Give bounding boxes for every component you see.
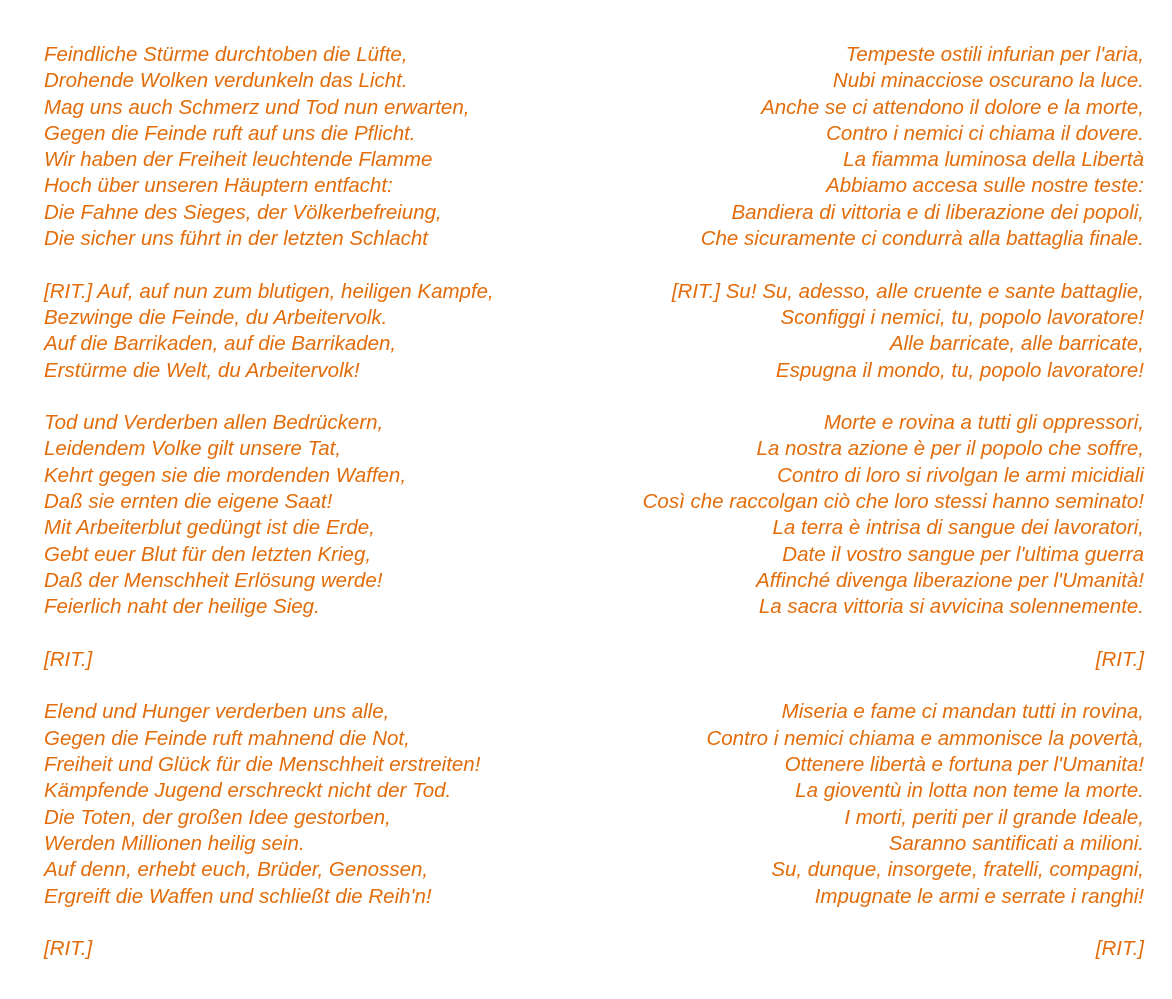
italian-stanza [643,936,1144,962]
german-lyric-line: Gegen die Feinde ruft mahnend die Not, [44,726,410,750]
german-stanza [44,279,494,384]
german-lyric-line: Auf denn, erhebt euch, Brüder, Genossen, [44,858,429,882]
italian-stanza [643,647,1144,673]
german-stanza [44,410,494,620]
german-lyric-line: [RIT.] Auf, auf nun zum blutigen, heiligen Kampfe, [44,279,494,303]
german-lyric-line: [RIT.] [44,647,93,671]
german-lyric-line: Gegen die Feinde ruft auf uns die Pflicht. [44,121,416,145]
italian-lyric-line: Che sicuramente ci condurrà alla battaglia finale. [700,227,1144,251]
italian-lyric-line: Saranno santificati a milioni. [888,831,1144,855]
german-lyric-line: Auf die Barrikaden, auf die Barrikaden, [44,332,397,356]
italian-lyric-line: [RIT.] Su! Su, adesso, alle cruente e sante battaglie, [671,279,1144,303]
german-lyric-line: Die sicher uns führt in der letzten Schlacht [44,227,428,251]
german-lyric-line: Daß der Menschheit Erlösung werde! [44,568,383,592]
german-stanza [44,42,494,252]
italian-lyric-line: Ottenere libertà e fortuna per l'Umanita! [784,753,1144,777]
italian-lyric-line: Date il vostro sangue per l'ultima guerra [782,542,1144,566]
italian-lyric-line: Abbiamo accesa sulle nostre teste: [826,174,1144,198]
italian-lyric-line: [RIT.] [1095,937,1144,961]
italian-lyric-line: Anche se ci attendono il dolore e la morte, [761,95,1144,119]
italian-lyric-line: Espugna il mondo, tu, popolo lavoratore! [775,358,1144,382]
german-lyrics-column [44,42,494,989]
german-lyric-line: Bezwinge die Feinde, du Arbeitervolk. [44,305,388,329]
italian-lyric-line: Contro i nemici chiama e ammonisce la povertà, [706,726,1144,750]
italian-stanza [643,279,1144,384]
german-lyric-line: Drohende Wolken verdunkeln das Licht. [44,69,408,93]
italian-lyric-line: Bandiera di vittoria e di liberazione dei popoli, [731,200,1144,224]
german-lyric-line: Daß sie ernten die eigene Saat! [44,490,333,514]
italian-stanza [643,410,1144,620]
german-lyric-line: Feierlich naht der heilige Sieg. [44,595,320,619]
german-lyric-line: Feindliche Stürme durchtoben die Lüfte, [44,43,408,66]
italian-lyric-line: Impugnate le armi e serrate i ranghi! [814,884,1144,908]
italian-stanza [643,42,1144,252]
italian-lyric-line: Contro di loro si rivolgan le armi micidiali [777,463,1144,487]
italian-lyric-line: La sacra vittoria si avvicina solennemente. [758,595,1144,619]
italian-lyric-line: Tempeste ostili infurian per l'aria, [845,43,1144,66]
german-lyric-line: Freiheit und Glück für die Menschheit erstreiten! [44,753,481,777]
german-lyric-line: Hoch über unseren Häuptern entfacht: [44,174,393,198]
german-lyric-line: Kehrt gegen sie die mordenden Waffen, [44,463,407,487]
italian-lyric-line: Contro i nemici ci chiama il dovere. [826,121,1144,145]
german-stanza [44,936,494,962]
german-lyric-line: Kämpfende Jugend erschreckt nicht der Tod. [44,779,452,803]
italian-lyric-line: La nostra azione è per il popolo che soffre, [756,437,1144,461]
italian-lyrics-column [643,42,1144,989]
german-lyric-line: Die Fahne des Sieges, der Völkerbefreiung, [44,200,442,224]
italian-lyric-line: I morti, periti per il grande Ideale, [844,805,1144,829]
german-lyric-line: Ergreift die Waffen und schließt die Reih'n! [44,884,432,908]
italian-lyric-line: La terra è intrisa di sangue dei lavoratori, [772,516,1144,540]
italian-lyric-line: [RIT.] [1095,647,1144,671]
german-lyric-line: Elend und Hunger verderben uns alle, [44,700,390,724]
italian-lyric-line: La fiamma luminosa della Libertà [843,148,1144,172]
german-lyric-line: Die Toten, der großen Idee gestorben, [44,805,391,829]
german-lyric-line: Mag uns auch Schmerz und Tod nun erwarten, [44,95,470,119]
italian-lyric-line: Miseria e fame ci mandan tutti in rovina, [781,700,1144,724]
italian-lyric-line: Morte e rovina a tutti gli oppressori, [823,411,1144,435]
german-lyric-line: Leidendem Volke gilt unsere Tat, [44,437,342,461]
german-lyric-line: Erstürme die Welt, du Arbeitervolk! [44,358,360,382]
german-lyric-line: [RIT.] [44,937,93,961]
german-lyric-line: Werden Millionen heilig sein. [44,831,305,855]
german-lyric-line: Tod und Verderben allen Bedrückern, [44,411,384,435]
italian-lyric-line: Sconfiggi i nemici, tu, popolo lavoratore! [780,305,1144,329]
italian-stanza [643,699,1144,909]
italian-lyric-line: Affinché divenga liberazione per l'Umanità! [756,568,1144,592]
german-stanza [44,647,494,673]
german-lyric-line: Mit Arbeiterblut gedüngt ist die Erde, [44,516,375,540]
italian-lyric-line: Su, dunque, insorgete, fratelli, compagni, [771,858,1144,882]
german-stanza [44,699,494,909]
italian-lyric-line: Alle barricate, alle barricate, [889,332,1144,356]
german-lyric-line: Wir haben der Freiheit leuchtende Flamme [44,148,433,172]
italian-lyric-line: La gioventù in lotta non teme la morte. [795,779,1144,803]
german-lyric-line: Gebt euer Blut für den letzten Krieg, [44,542,372,566]
italian-lyric-line: Nubi minacciose oscurano la luce. [832,69,1144,93]
italian-lyric-line: Così che raccolgan ciò che loro stessi hanno seminato! [642,490,1144,514]
